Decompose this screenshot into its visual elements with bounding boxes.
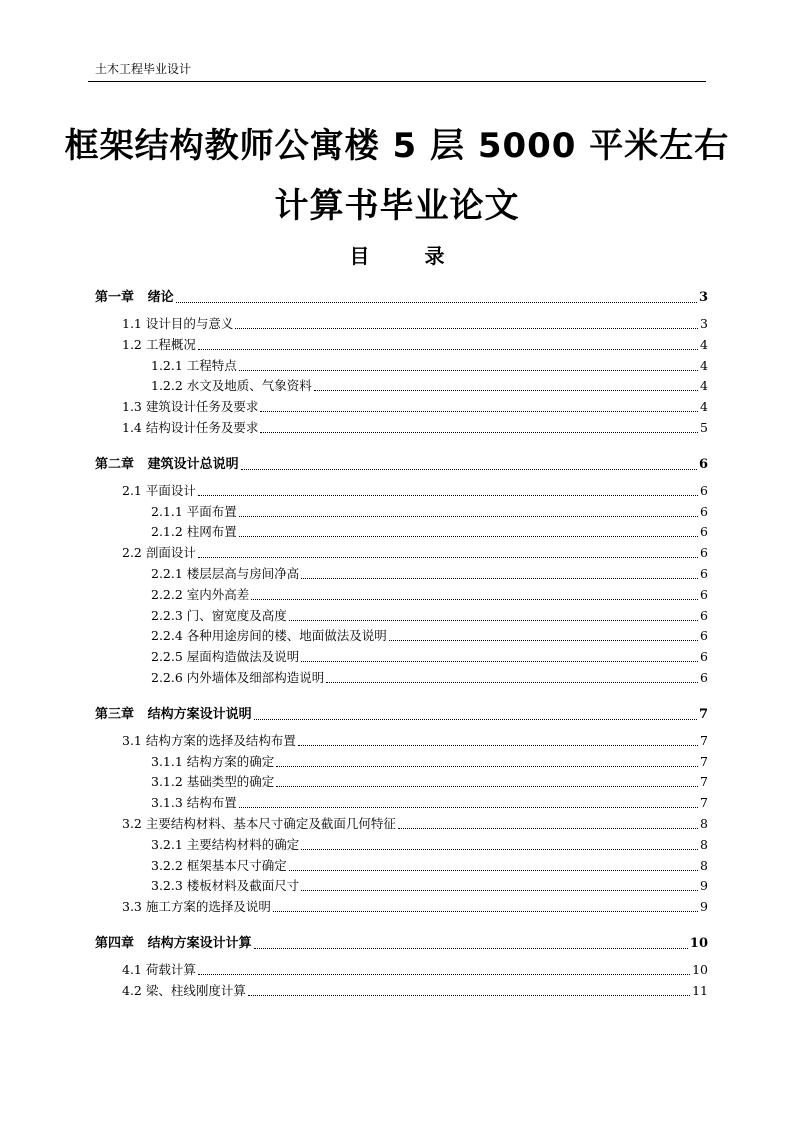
toc-section-row[interactable] (0, 545, 794, 565)
toc-entry-label: 室内外高差 (186, 586, 250, 602)
toc-entry-number: 1.2.2 (151, 378, 187, 394)
toc-leader-dots (260, 410, 698, 412)
toc-entry-label: 建筑设计任务及要求 (145, 399, 259, 415)
toc-leader-dots (251, 598, 698, 600)
toc-entry-number: 1.1 (122, 316, 146, 331)
toc-entry-number: 2.2.3 (151, 607, 187, 623)
toc-section-row[interactable] (0, 837, 794, 857)
toc-leader-dots (301, 577, 698, 579)
toc-entry-label: 工程概况 (145, 336, 196, 352)
toc-leader-dots (248, 994, 690, 996)
toc-entry-page: 6 (700, 566, 708, 581)
toc-entry-page: 9 (700, 899, 708, 915)
toc-entry-label: 结构布置 (186, 795, 237, 811)
toc-entry-number: 1.2 (122, 336, 146, 352)
toc-leader-dots (239, 515, 698, 517)
toc-chapter-row[interactable] (0, 936, 794, 956)
toc-leader-dots (260, 431, 698, 433)
toc-entry-label: 建筑设计总说明 (147, 456, 239, 472)
toc-leader-dots (176, 301, 697, 303)
toc-entry-page: 5 (700, 420, 708, 435)
toc-chapter-row[interactable] (0, 290, 794, 310)
toc-section-row[interactable] (0, 795, 794, 815)
toc-section-row[interactable] (0, 816, 794, 836)
toc-entry-label: 剖面设计 (145, 545, 196, 561)
toc-entry-page: 6 (700, 503, 708, 519)
toc-entry-page: 6 (700, 545, 708, 561)
toc-entry-page: 8 (700, 816, 708, 831)
toc-entry-page: 6 (700, 628, 708, 644)
document-title-line-1: 框架结构教师公寓楼 5 层 5000 平米左右 (64, 126, 730, 166)
toc-entry-number: 第二章 (95, 456, 148, 472)
toc-entry-label: 水文及地质、气象资料 (186, 378, 312, 394)
toc-entry-label: 结构设计任务及要求 (145, 420, 259, 435)
toc-leader-dots (289, 869, 698, 871)
toc-entry-number: 1.2.1 (151, 357, 187, 373)
toc-section-row[interactable] (0, 649, 794, 669)
toc-leader-dots (314, 389, 698, 391)
toc-entry-page: 10 (689, 936, 708, 951)
toc-entry-label: 结构方案的确定 (186, 753, 275, 769)
toc-entry-number: 2.1 (122, 482, 146, 498)
toc-section-row[interactable] (0, 587, 794, 607)
toc-section-row[interactable] (0, 962, 794, 982)
toc-entry-number: 2.2.2 (151, 586, 187, 602)
toc-entry-number: 2.2 (122, 545, 146, 561)
toc-entry-page: 6 (698, 456, 708, 472)
toc-entry-number: 2.2.6 (151, 670, 187, 685)
toc-entry-label: 绪论 (147, 290, 174, 305)
toc-leader-dots (273, 910, 698, 912)
toc-leader-dots (254, 947, 688, 949)
toc-leader-dots (241, 468, 697, 470)
toc-entry-page: 9 (700, 878, 708, 894)
toc-entry-label: 梁、柱线刚度计算 (145, 982, 246, 998)
toc-entry-number: 3.1.2 (151, 774, 187, 790)
toc-leader-dots (198, 556, 698, 558)
toc-section-row[interactable] (0, 483, 794, 503)
toc-entry-label: 基础类型的确定 (186, 774, 275, 790)
toc-entry-label: 框架基本尺寸确定 (186, 857, 287, 873)
toc-entry-label: 设计目的与意义 (145, 316, 234, 331)
toc-entry-number: 3.1 (122, 732, 146, 748)
toc-entry-label: 柱网布置 (186, 524, 237, 540)
toc-entry-page: 11 (692, 982, 708, 998)
toc-entry-label: 平面设计 (145, 482, 196, 498)
toc-entry-number: 3.2.3 (151, 878, 187, 894)
toc-entry-page: 6 (700, 649, 708, 665)
toc-entry-page: 6 (700, 482, 708, 498)
toc-section-row[interactable] (0, 774, 794, 794)
toc-leader-dots (276, 785, 698, 787)
toc-section-row[interactable] (0, 399, 794, 419)
toc-entry-number: 3.2.2 (151, 857, 187, 873)
toc-leader-dots (198, 494, 698, 496)
toc-entry-number: 2.1.2 (151, 524, 187, 540)
toc-entry-page: 7 (700, 774, 708, 790)
header-rule (88, 81, 706, 82)
toc-entry-page: 7 (700, 795, 708, 811)
toc-section-row[interactable] (0, 504, 794, 524)
toc-entry-page: 6 (700, 586, 708, 602)
toc-entry-page: 6 (700, 524, 708, 540)
toc-section-row[interactable] (0, 858, 794, 878)
toc-entry-label: 工程特点 (186, 357, 237, 373)
toc-entry-label: 楼层层高与房间净高 (186, 566, 300, 581)
toc-leader-dots (398, 827, 698, 829)
toc-chapter-row[interactable] (0, 457, 794, 477)
toc-section-row[interactable] (0, 608, 794, 628)
toc-leader-dots (301, 660, 698, 662)
toc-entry-label: 各种用途房间的楼、地面做法及说明 (186, 628, 387, 644)
toc-entry-page: 8 (700, 836, 708, 852)
toc-leader-dots (239, 369, 698, 371)
toc-leader-dots (198, 973, 690, 975)
toc-entry-number: 第一章 (95, 290, 148, 305)
toc-entry-page: 7 (698, 706, 708, 722)
toc-leader-dots (301, 889, 698, 891)
toc-entry-page: 10 (692, 962, 708, 977)
toc-leader-dots (235, 327, 698, 329)
toc-entry-label: 结构方案的选择及结构布置 (145, 732, 296, 748)
toc-entry-page: 7 (700, 732, 708, 748)
toc-entry-label: 门、窗宽度及高度 (186, 607, 287, 623)
toc-entry-number: 2.1.1 (151, 503, 187, 519)
toc-section-row[interactable] (0, 358, 794, 378)
toc-entry-label: 平面布置 (186, 503, 237, 519)
toc-section-row[interactable] (0, 337, 794, 357)
toc-section-row[interactable] (0, 316, 794, 336)
toc-leader-dots (326, 681, 698, 683)
toc-entry-number: 3.1.3 (151, 795, 187, 811)
toc-entry-page: 4 (700, 378, 708, 394)
toc-entry-page: 8 (700, 857, 708, 873)
toc-leader-dots (298, 744, 698, 746)
toc-leader-dots (301, 848, 698, 850)
toc-entry-page: 4 (700, 399, 708, 415)
toc-section-row[interactable] (0, 878, 794, 898)
toc-heading: 目 录 (349, 244, 469, 268)
toc-entry-page: 4 (700, 336, 708, 352)
toc-entry-number: 2.2.5 (151, 649, 187, 665)
toc-section-row[interactable] (0, 420, 794, 440)
toc-entry-label: 主要结构材料、基本尺寸确定及截面几何特征 (145, 816, 396, 831)
toc-leader-dots (198, 348, 698, 350)
toc-section-row[interactable] (0, 670, 794, 690)
toc-entry-page: 4 (700, 357, 708, 373)
toc-entry-label: 屋面构造做法及说明 (186, 649, 300, 665)
running-header: 土木工程毕业设计 (95, 62, 192, 76)
toc-section-row[interactable] (0, 899, 794, 919)
toc-entry-number: 3.3 (122, 899, 146, 915)
toc-entry-number: 1.4 (122, 420, 146, 435)
toc-entry-label: 施工方案的选择及说明 (145, 899, 271, 915)
toc-entry-page: 6 (700, 670, 708, 685)
toc-leader-dots (289, 619, 698, 621)
toc-section-row[interactable] (0, 378, 794, 398)
toc-entry-number: 第四章 (95, 936, 148, 951)
toc-leader-dots (254, 718, 697, 720)
toc-entry-number: 2.2.1 (151, 566, 187, 581)
toc-entry-label: 结构方案设计说明 (147, 706, 252, 722)
toc-entry-number: 4.1 (122, 962, 146, 977)
toc-section-row[interactable] (0, 566, 794, 586)
document-title-line-2: 计算书毕业论文 (274, 186, 520, 226)
toc-leader-dots (239, 535, 698, 537)
toc-section-row[interactable] (0, 983, 794, 1003)
toc-section-row[interactable] (0, 754, 794, 774)
toc-entry-number: 2.2.4 (151, 628, 187, 644)
toc-section-row[interactable] (0, 733, 794, 753)
toc-section-row[interactable] (0, 524, 794, 544)
toc-leader-dots (239, 806, 698, 808)
toc-entry-number: 3.2.1 (151, 836, 187, 852)
toc-entry-page: 3 (698, 290, 708, 305)
toc-leader-dots (389, 639, 698, 641)
toc-entry-label: 结构方案设计计算 (147, 936, 252, 951)
toc-entry-label: 主要结构材料的确定 (186, 836, 300, 852)
toc-leader-dots (276, 765, 698, 767)
toc-entry-label: 内外墙体及细部构造说明 (186, 670, 325, 685)
toc-entry-page: 7 (700, 753, 708, 769)
toc-entry-label: 荷载计算 (145, 962, 196, 977)
toc-entry-number: 1.3 (122, 399, 146, 415)
toc-entry-number: 3.2 (122, 816, 146, 831)
toc-entry-number: 第三章 (95, 706, 148, 722)
toc-chapter-row[interactable] (0, 707, 794, 727)
toc-entry-page: 6 (700, 607, 708, 623)
toc-entry-label: 楼板材料及截面尺寸 (186, 878, 300, 894)
toc-entry-page: 3 (700, 316, 708, 331)
toc-section-row[interactable] (0, 628, 794, 648)
toc-entry-number: 3.1.1 (151, 753, 187, 769)
toc-entry-number: 4.2 (122, 982, 146, 998)
